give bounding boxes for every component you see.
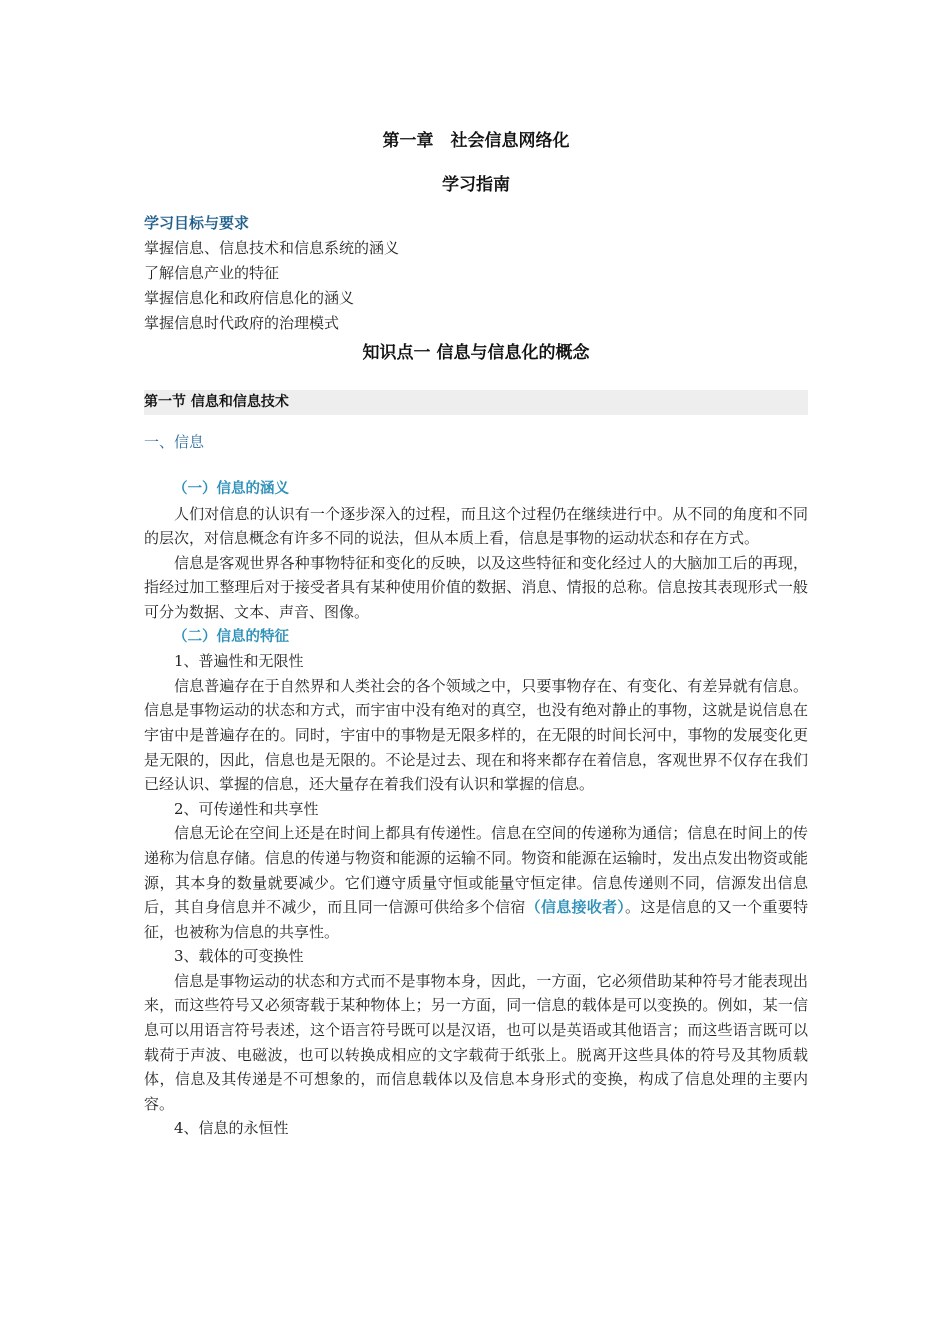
paragraph: 信息是事物运动的状态和方式而不是事物本身，因此，一方面，它必须借助某种符号才能表现出来，而这些符号又必须寄载于某种物体上；另一方面，同一信息的载体是可以变换的。例如，某一信息可以用语言符号表述，这个语言符号既可以是汉语，也可以是英语或其他语言；而这些语言既可以载荷于声波、电磁波，也可以转换成相应的文字载荷于纸张上。脱离开这些具体的符号及其物质载体，信息及其传递是不可想象的，而信息载体以及信息本身形式的变换，构成了信息处理的主要内容。 xyxy=(144,971,808,1113)
subsection-title: 一、信息 xyxy=(144,433,205,451)
paragraph: 信息是客观世界各种事物特征和变化的反映，以及这些特征和变化经过人的大脑加工后的再现，指经过加工整理后对于接受者具有某种使用价值的数据、消息、情报的总称。信息按其表现形式一般可分为数据、文本、声音、图像。 xyxy=(144,553,808,621)
knowledge-point-title: 知识点一 信息与信息化的概念 xyxy=(362,343,590,363)
paragraph xyxy=(144,821,808,944)
objective-item: 了解信息产业的特征 xyxy=(144,264,280,282)
body-content xyxy=(144,477,808,1141)
highlight-term: （信息接收者） xyxy=(525,898,626,917)
objective-item: 掌握信息、信息技术和信息系统的涵义 xyxy=(144,239,400,257)
paragraph: 信息普遍存在于自然界和人类社会的各个领域之中，只要事物存在、有变化、有差异就有信息。信息是事物运动的状态和方式，而宇宙中没有绝对的真空，也没有绝对静止的事物，这就是说信息在宇宙中是普遍存在的。同时，宇宙中的事物是无限多样的，在无限的时间长河中，事物的发展变化更是无限的，因此，信息也是无限的。不论是过去、现在和将来都存在着信息，客观世界不仅存在我们已经认识、掌握的信息，还大量存在着我们没有认识和掌握的信息。 xyxy=(144,676,808,794)
paragraph-text: 。这是信息的又一个重要特征，也被称为信息的共享性。 xyxy=(144,898,808,941)
heading-info-meaning: （一）信息的涵义 xyxy=(173,481,289,497)
objective-item: 掌握信息化和政府信息化的涵义 xyxy=(144,289,355,307)
chapter-title: 第一章 社会信息网络化 xyxy=(382,131,570,151)
heading-info-features: （二）信息的特征 xyxy=(173,628,289,645)
paragraph: 人们对信息的认识有一个逐步深入的过程，而且这个过程仍在继续进行中。从不同的角度和不同的层次，对信息概念有许多不同的说法，但从本质上看，信息是事物的运动状态和存在方式。 xyxy=(144,504,808,548)
numbered-heading: 3、载体的可变换性 xyxy=(174,947,304,966)
learning-objectives xyxy=(144,211,808,336)
objectives-heading: 学习目标与要求 xyxy=(144,214,250,232)
numbered-heading: 4、信息的永恒性 xyxy=(174,1119,289,1138)
numbered-heading: 2、可传递性和共享性 xyxy=(174,799,319,818)
guide-title: 学习指南 xyxy=(442,175,510,195)
section-title: 第一节 信息和信息技术 xyxy=(144,390,808,415)
objective-item: 掌握信息时代政府的治理模式 xyxy=(144,314,340,332)
paragraph-text: 信息无论在空间上还是在时间上都具有传递性。信息在空间的传递称为通信；信息在时间上的传递称为信息存储。信息的传递与物资和能源的运输不同。物资和能源在运输时，发出点发出物资或能源，其本身的数量就要减少。它们遵守质量守恒或能量守恒定律。信息传递则不同，信源发出信息后，其自身信息并不减少，而且同一信源可供给多个信宿 xyxy=(144,824,808,917)
numbered-heading: 1、普遍性和无限性 xyxy=(174,652,304,671)
